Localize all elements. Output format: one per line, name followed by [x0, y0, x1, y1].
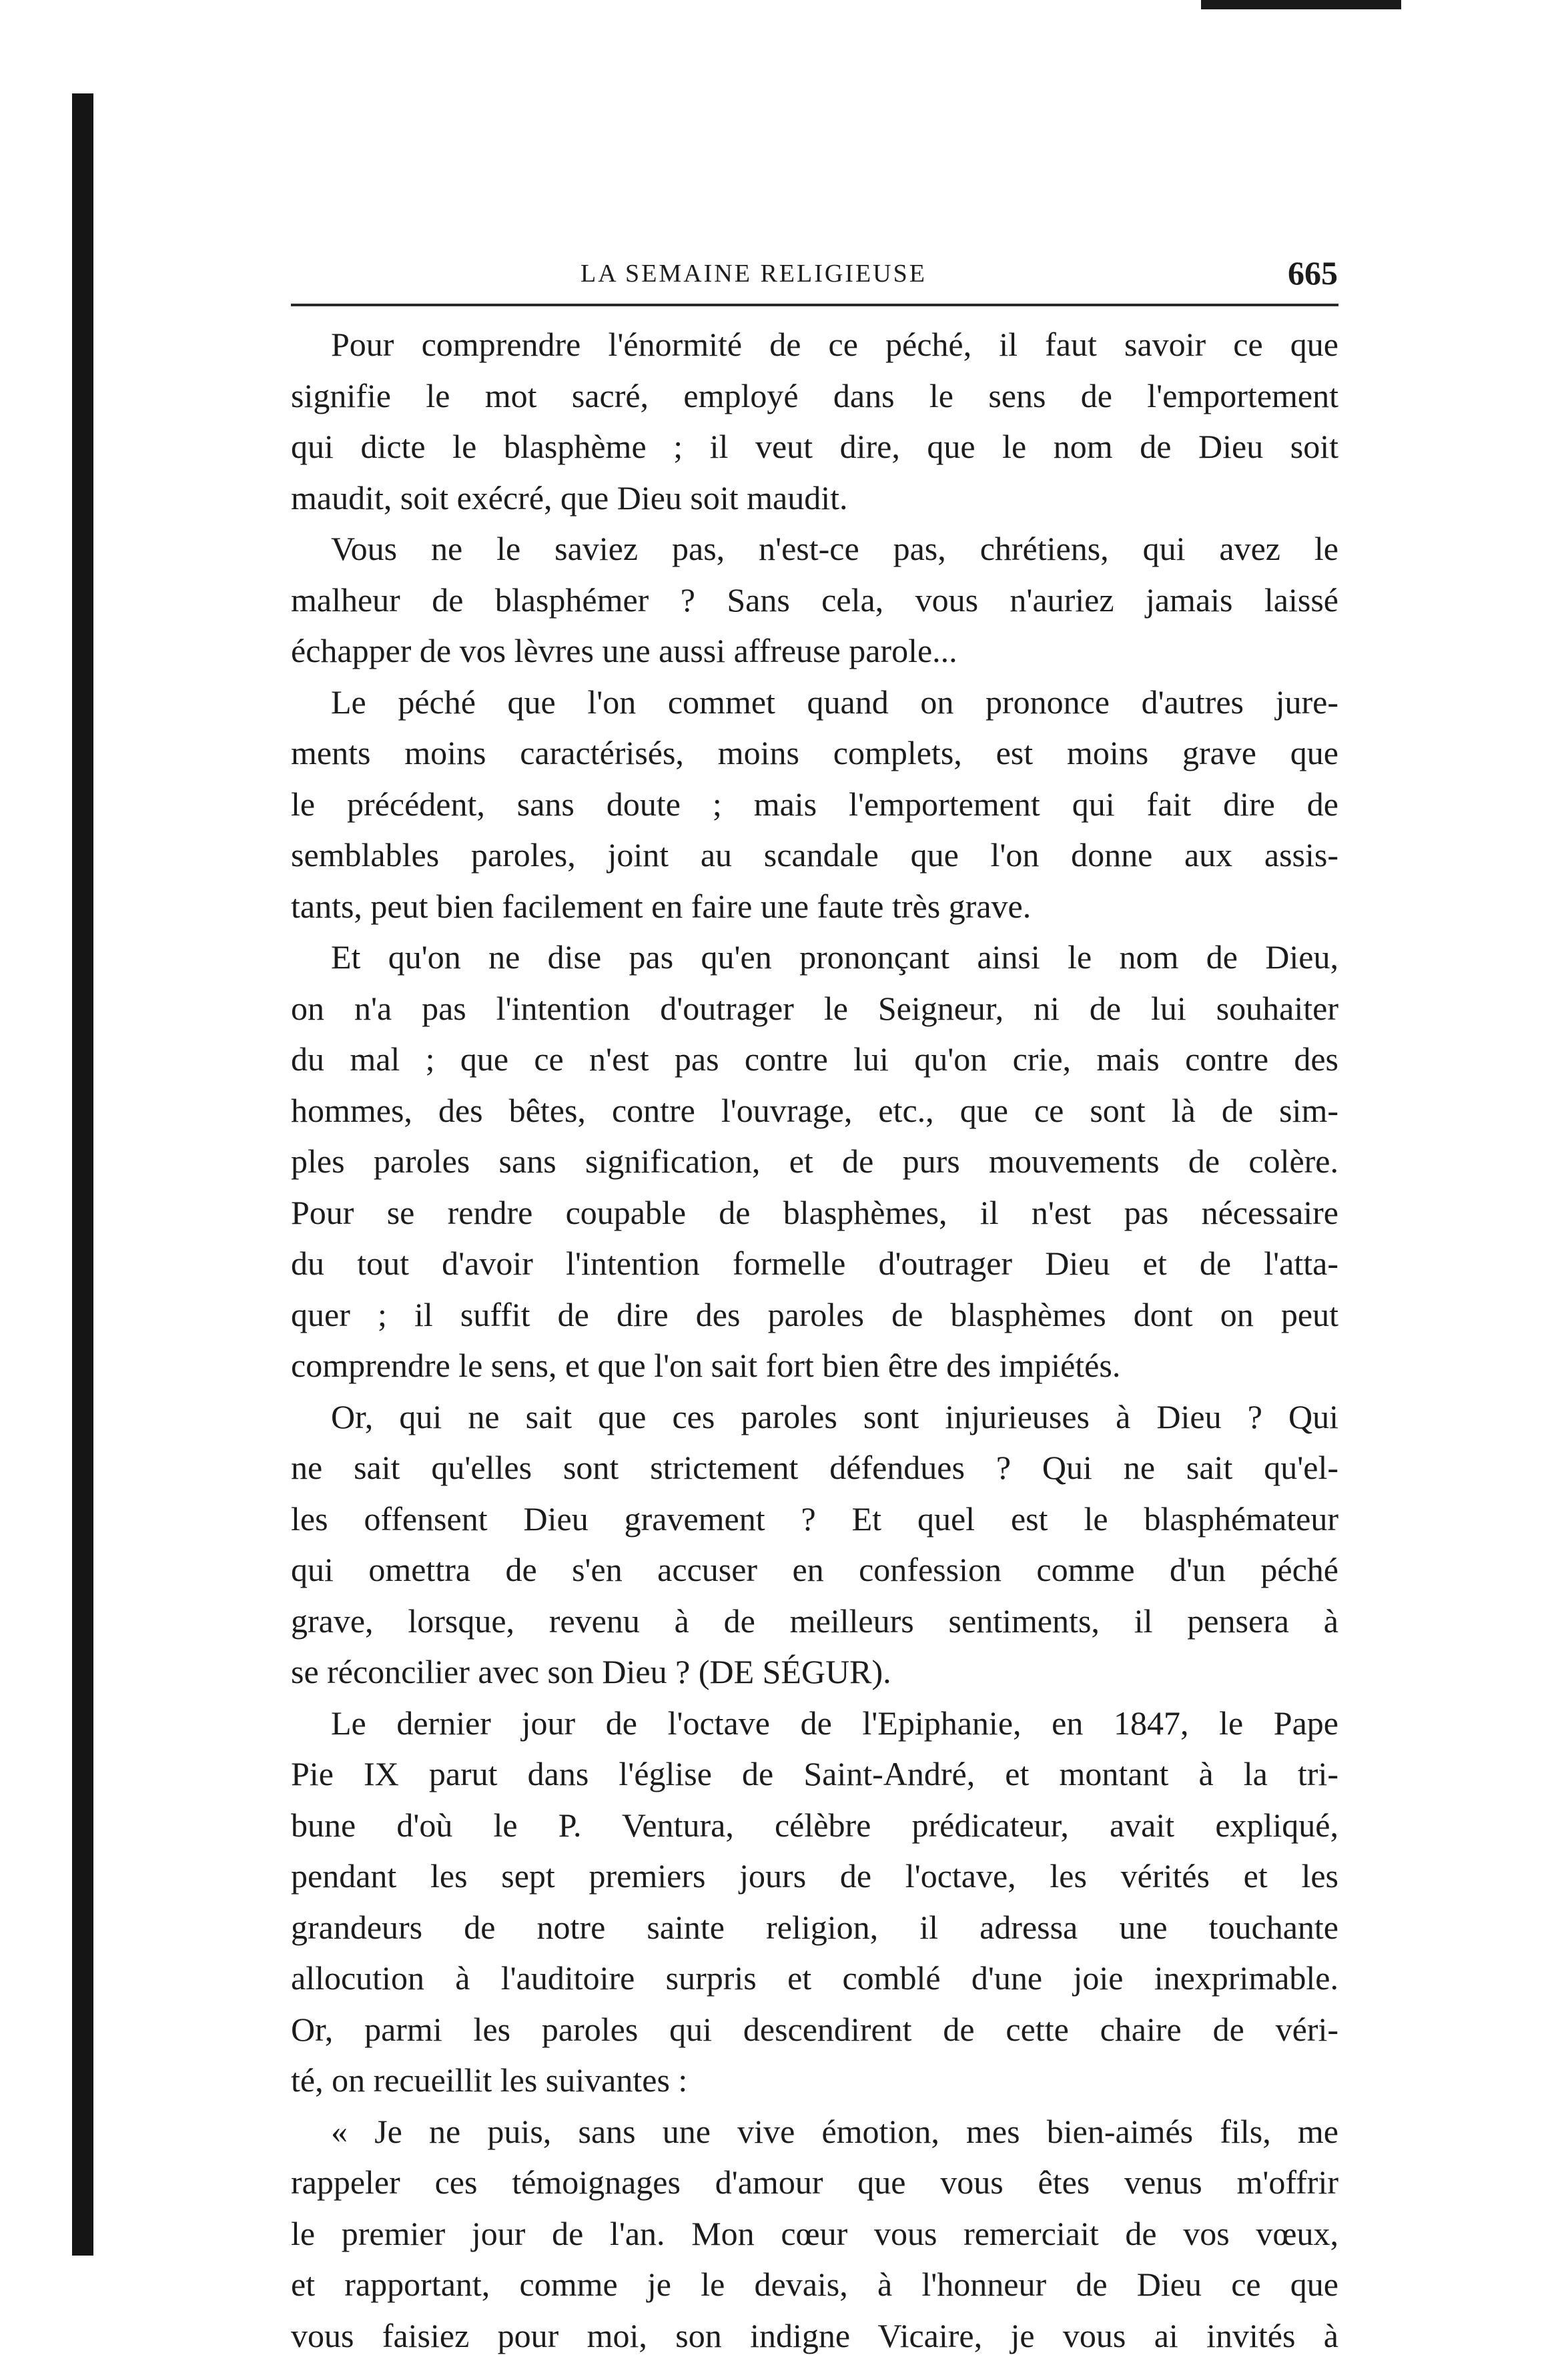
- text-line: et rapportant, comme je le devais, à l'honneur de Dieu ce que: [291, 2259, 1338, 2310]
- text-line: échapper de vos lèvres une aussi affreuse parole...: [291, 625, 1338, 677]
- text-line: le premier jour de l'an. Mon cœur vous remerciait de vos vœux,: [291, 2208, 1338, 2260]
- text-line: grave, lorsque, revenu à de meilleurs sentiments, il pensera à: [291, 1596, 1338, 1647]
- text-line: allocution à l'auditoire surpris et comblé d'une joie inexprimable.: [291, 1953, 1338, 2004]
- text-line: Or, parmi les paroles qui descendirent de cette chaire de véri-: [291, 2004, 1338, 2055]
- text-line: Et qu'on ne dise pas qu'en prononçant ainsi le nom de Dieu,: [291, 932, 1338, 983]
- text-line: Vous ne le saviez pas, n'est-ce pas, chrétiens, qui avez le: [291, 523, 1338, 575]
- text-line: signifie le mot sacré, employé dans le sens de l'emportement: [291, 370, 1338, 422]
- body-text: [291, 319, 1338, 2361]
- text-line: Pour comprendre l'énormité de ce péché, il faut savoir ce que: [291, 319, 1338, 370]
- text-line: hommes, des bêtes, contre l'ouvrage, etc., que ce sont là de sim-: [291, 1085, 1338, 1136]
- header-rule: [291, 304, 1338, 306]
- text-line: ments moins caractérisés, moins complets, est moins grave que: [291, 727, 1338, 779]
- text-line: ne sait qu'elles sont strictement défendues ? Qui ne sait qu'el-: [291, 1442, 1338, 1493]
- scan-binding-edge: [72, 93, 93, 2256]
- text-line: Le péché que l'on commet quand on prononce d'autres jure-: [291, 677, 1338, 728]
- text-line: se réconcilier avec son Dieu ? (DE SÉGUR).: [291, 1646, 1338, 1698]
- text-line: les offensent Dieu gravement ? Et quel est le blasphémateur: [291, 1493, 1338, 1545]
- text-line: té, on recueillit les suivantes :: [291, 2055, 1338, 2106]
- text-line: du mal ; que ce n'est pas contre lui qu'on crie, mais contre des: [291, 1034, 1338, 1085]
- text-line: on n'a pas l'intention d'outrager le Seigneur, ni de lui souhaiter: [291, 983, 1338, 1034]
- text-line: Pour se rendre coupable de blasphèmes, il n'est pas nécessaire: [291, 1187, 1338, 1239]
- text-line: grandeurs de notre sainte religion, il adressa une touchante: [291, 1902, 1338, 1953]
- page-number: 665: [1288, 254, 1338, 292]
- text-line: Le dernier jour de l'octave de l'Epiphanie, en 1847, le Pape: [291, 1698, 1338, 1749]
- text-line: semblables paroles, joint au scandale que l'on donne aux assis-: [291, 829, 1338, 881]
- text-line: le précédent, sans doute ; mais l'emportement qui fait dire de: [291, 779, 1338, 830]
- text-line: maudit, soit exécré, que Dieu soit maudit.: [291, 472, 1338, 524]
- text-line: Or, qui ne sait que ces paroles sont injurieuses à Dieu ? Qui: [291, 1391, 1338, 1443]
- text-line: bune d'où le P. Ventura, célèbre prédicateur, avait expliqué,: [291, 1800, 1338, 1851]
- text-line: qui dicte le blasphème ; il veut dire, que le nom de Dieu soit: [291, 421, 1338, 472]
- page-header: [287, 254, 1338, 300]
- text-line: malheur de blasphémer ? Sans cela, vous n'auriez jamais laissé: [291, 575, 1338, 626]
- text-line: tants, peut bien facilement en faire une faute très grave.: [291, 881, 1338, 932]
- text-line: pendant les sept premiers jours de l'octave, les vérités et les: [291, 1850, 1338, 1902]
- text-line: ples paroles sans signification, et de purs mouvements de colère.: [291, 1136, 1338, 1187]
- text-line: rappeler ces témoignages d'amour que vous êtes venus m'offrir: [291, 2157, 1338, 2208]
- text-line: « Je ne puis, sans une vive émotion, mes bien-aimés fils, me: [291, 2106, 1338, 2157]
- text-line: du tout d'avoir l'intention formelle d'outrager Dieu et de l'atta-: [291, 1238, 1338, 1289]
- text-line: comprendre le sens, et que l'on sait fort bien être des impiétés.: [291, 1340, 1338, 1391]
- text-line: quer ; il suffit de dire des paroles de blasphèmes dont on peut: [291, 1289, 1338, 1341]
- scan-top-mark: [1201, 0, 1401, 9]
- text-line: vous faisiez pour moi, son indigne Vicaire, je vous ai invités à: [291, 2310, 1338, 2361]
- running-title: LA SEMAINE RELIGIEUSE: [580, 259, 927, 288]
- text-line: Pie IX parut dans l'église de Saint-André, et montant à la tri-: [291, 1748, 1338, 1800]
- text-line: qui omettra de s'en accuser en confession comme d'un péché: [291, 1544, 1338, 1596]
